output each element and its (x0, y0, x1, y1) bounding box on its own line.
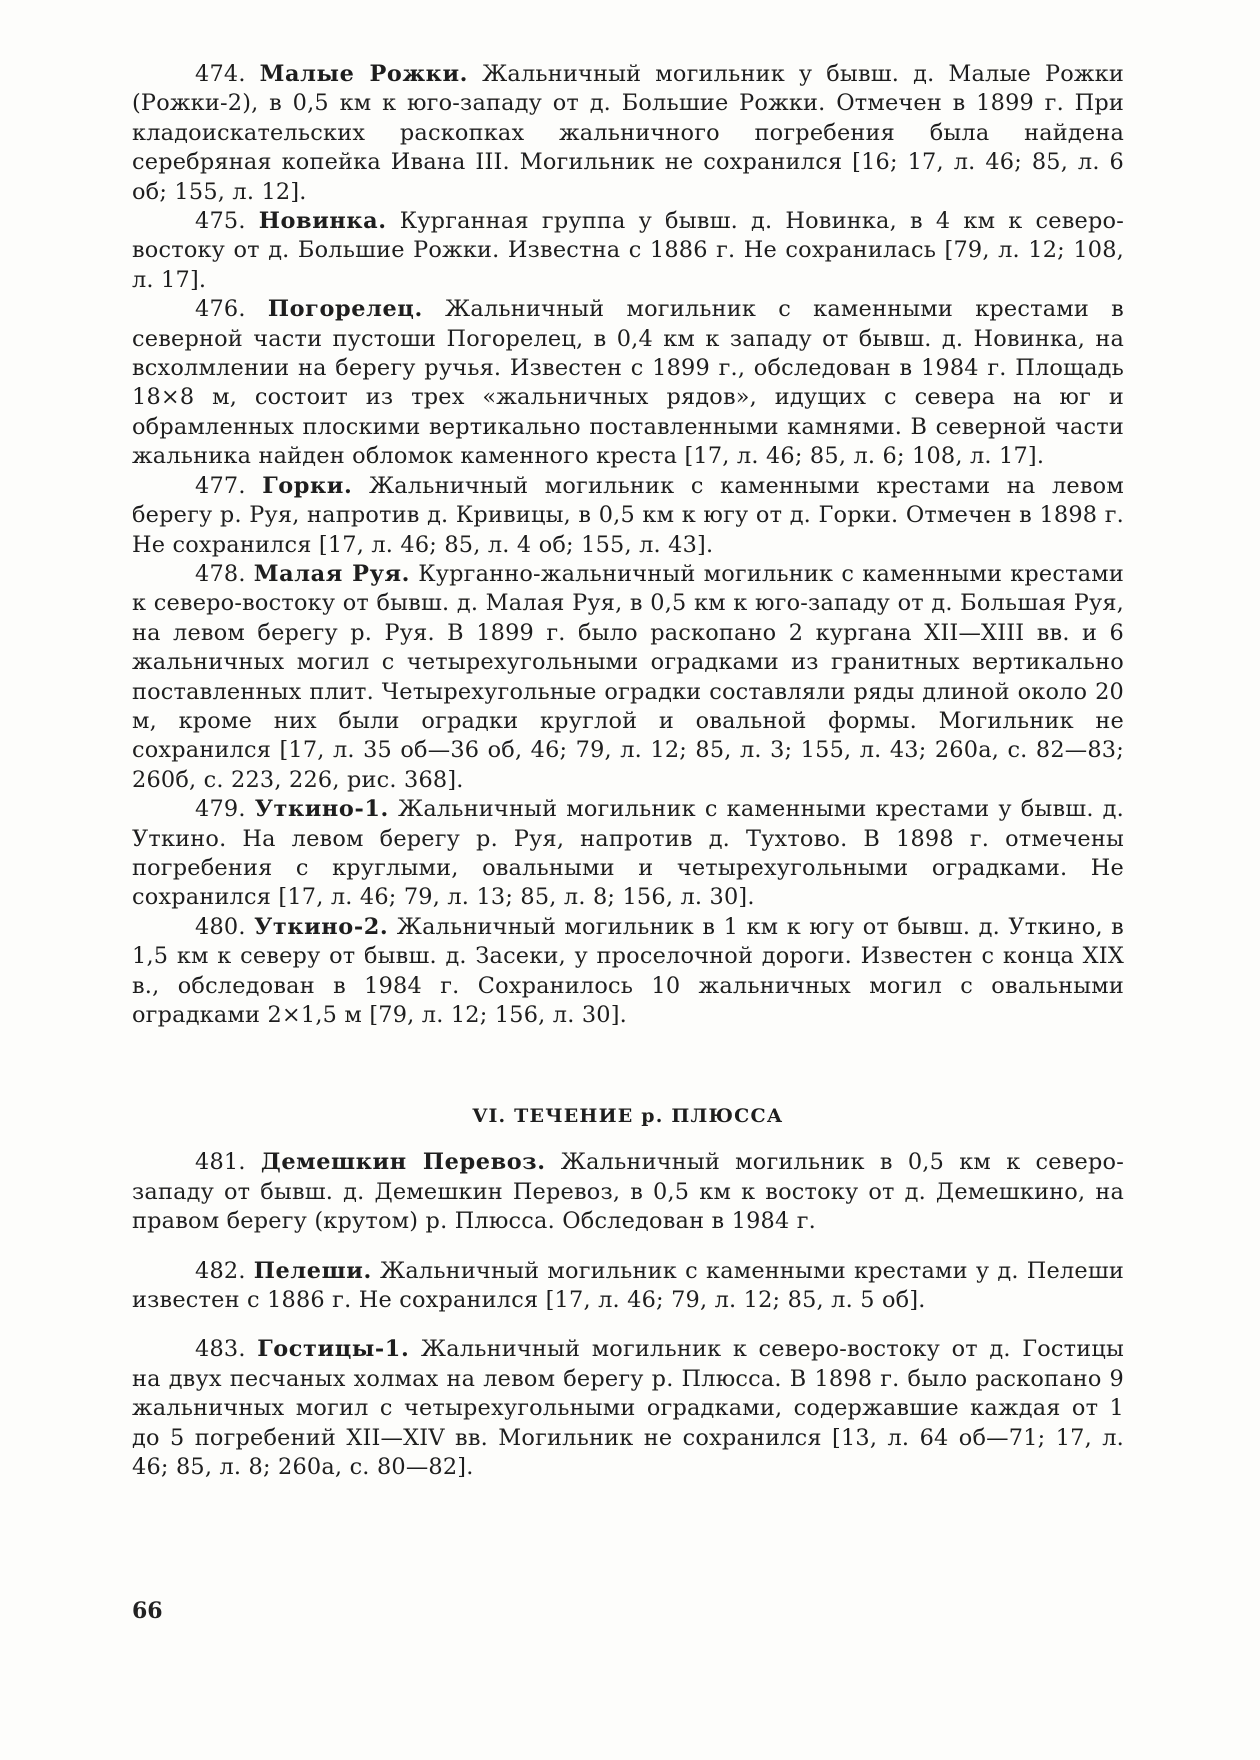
entry-number: 477. (195, 472, 246, 499)
entry-474 (132, 60, 1124, 207)
entry-title: Малые Рожки. (259, 61, 469, 87)
entry-482 (132, 1257, 1124, 1316)
entry-text: Жальничный могильник у бывш. д. Малые Рожки (Рожки-2), в 0,5 км к юго-западу от д. Большие Рожки. Отмечен в 1899 г. При кладоискательских раскопках жальничного погребения была найдена серебряная копейка Ивана III. Могильник не сохранился [16; 17, л. 46; 85, л. 6 об; 155, л. 12]. (132, 61, 1125, 205)
entry-title: Пелеши. (253, 1257, 372, 1284)
entry-number: 476. (195, 296, 246, 323)
entry-title: Демешкин Перевоз. (260, 1149, 546, 1176)
entry-number: 480. (195, 913, 246, 940)
text-column (132, 60, 1124, 1502)
entry-text: Жальничный могильник с каменными крестами у бывш. д. Уткино. На левом берегу р. Руя, напротив д. Тухтово. В 1898 г. отмечены погребения с круглыми, овальными и четырехугольными оградками. Не сохранился [17, л. 46; 79, л. 13; 85, л. 8; 156, л. 30]. (132, 796, 1124, 911)
entry-number: 478. (195, 560, 246, 587)
entry-title: Горки. (262, 472, 353, 499)
entry-title: Новинка. (258, 208, 387, 235)
section-entries (132, 1148, 1124, 1482)
page-number: 66 (132, 1598, 163, 1624)
entry-title: Уткино-1. (254, 796, 389, 823)
entry-text: Курганная группа у бывш. д. Новинка, в 4 км к северо-востоку от д. Большие Рожки. Известна с 1886 г. Не сохранилась [79, л. 12; 108, л. 17]. (132, 208, 1124, 293)
entry-text: Жальничный могильник с каменными крестами у д. Пелеши известен с 1886 г. Не сохранился [17, л. 46; 79, л. 12; 85, л. 5 об]. (132, 1257, 1124, 1314)
entry-title: Гостицы-1. (257, 1336, 410, 1363)
entry-number: 475. (195, 208, 246, 235)
entry-number: 482. (195, 1257, 246, 1284)
entry-number: 474. (195, 61, 246, 87)
entry-text: Жальничный могильник в 1 км к югу от бывш. д. Уткино, в 1,5 км к северу от бывш. д. Засеки, у проселочной дороги. Известен с конца XIX в., обследован в 1984 г. Сохранилось 10 жальничных могил с овальными оградками 2×1,5 м [79, л. 12; 156, л. 30]. (132, 913, 1124, 1028)
entry-480 (132, 913, 1124, 1031)
entry-483 (132, 1335, 1124, 1482)
section-heading: VI. ТЕЧЕНИЕ р. ПЛЮССА (472, 1105, 784, 1128)
entry-number: 483. (195, 1336, 246, 1363)
entry-481 (132, 1148, 1124, 1236)
entry-478 (132, 560, 1124, 795)
entry-476 (132, 295, 1124, 471)
entry-479 (132, 795, 1124, 913)
entry-475 (132, 207, 1124, 295)
entry-text: Жальничный могильник с каменными крестами в северной части пустоши Погорелец, в 0,4 км к западу от бывш. д. Новинка, на всхолмлении на берегу ручья. Известен с 1899 г., обследован в 1984 г. Площадь 18×8 м, состоит из трех «жальничных рядов», идущих с севера на юг и обрамленных плоскими вертикально поставленными камнями. В северной части жальника найден обломок каменного креста [17, л. 46; 85, л. 6; 108, л. 17]. (132, 296, 1124, 470)
entry-title: Погорелец. (267, 296, 423, 323)
entry-text: Жальничный могильник в 0,5 км к северо-западу от бывш. д. Демешкин Перевоз, в 0,5 км к востоку от д. Демешкино, на правом берегу (крутом) р. Плюсса. Обследован в 1984 г. (132, 1149, 1124, 1235)
entry-number: 481. (195, 1149, 246, 1176)
entry-477 (132, 472, 1124, 560)
entry-number: 479. (195, 796, 246, 823)
entry-text: Жальничный могильник к северо-востоку от д. Гостицы на двух песчаных холмах на левом берегу р. Плюсса. В 1898 г. было раскопано 9 жальничных могил с четырехугольными оградками, содержавшие каждая от 1 до 5 погребений XII—XIV вв. Могильник не сохранился [13, л. 64 об—71; 17, л. 46; 85, л. 8; 260а, с. 80—82]. (132, 1336, 1124, 1481)
entry-text: Курганно-жальничный могильник с каменными крестами к северо-востоку от бывш. д. Малая Руя, в 0,5 км к юго-западу от д. Большая Руя, на левом берегу р. Руя. В 1899 г. было раскопано 2 кургана XII—XIII вв. и 6 жальничных могил с четырехугольными оградками из гранитных вертикально поставленных плит. Четырехугольные оградки составляли ряды длиной около 20 м, кроме них были оградки круглой и овальной формы. Могильник не сохранился [17, л. 35 об—36 об, 46; 79, л. 12; 85, л. 3; 155, л. 43; 260а, с. 82—83; 260б, с. 223, 226, рис. 368]. (132, 560, 1124, 793)
entry-title: Уткино-2. (254, 913, 389, 940)
entry-text: Жальничный могильник с каменными крестами на левом берегу р. Руя, напротив д. Кривицы, в 0,5 км к югу от д. Горки. Отмечен в 1898 г. Не сохранился [17, л. 46; 85, л. 4 об; 155, л. 43]. (132, 472, 1124, 558)
entry-title: Малая Руя. (253, 560, 411, 587)
